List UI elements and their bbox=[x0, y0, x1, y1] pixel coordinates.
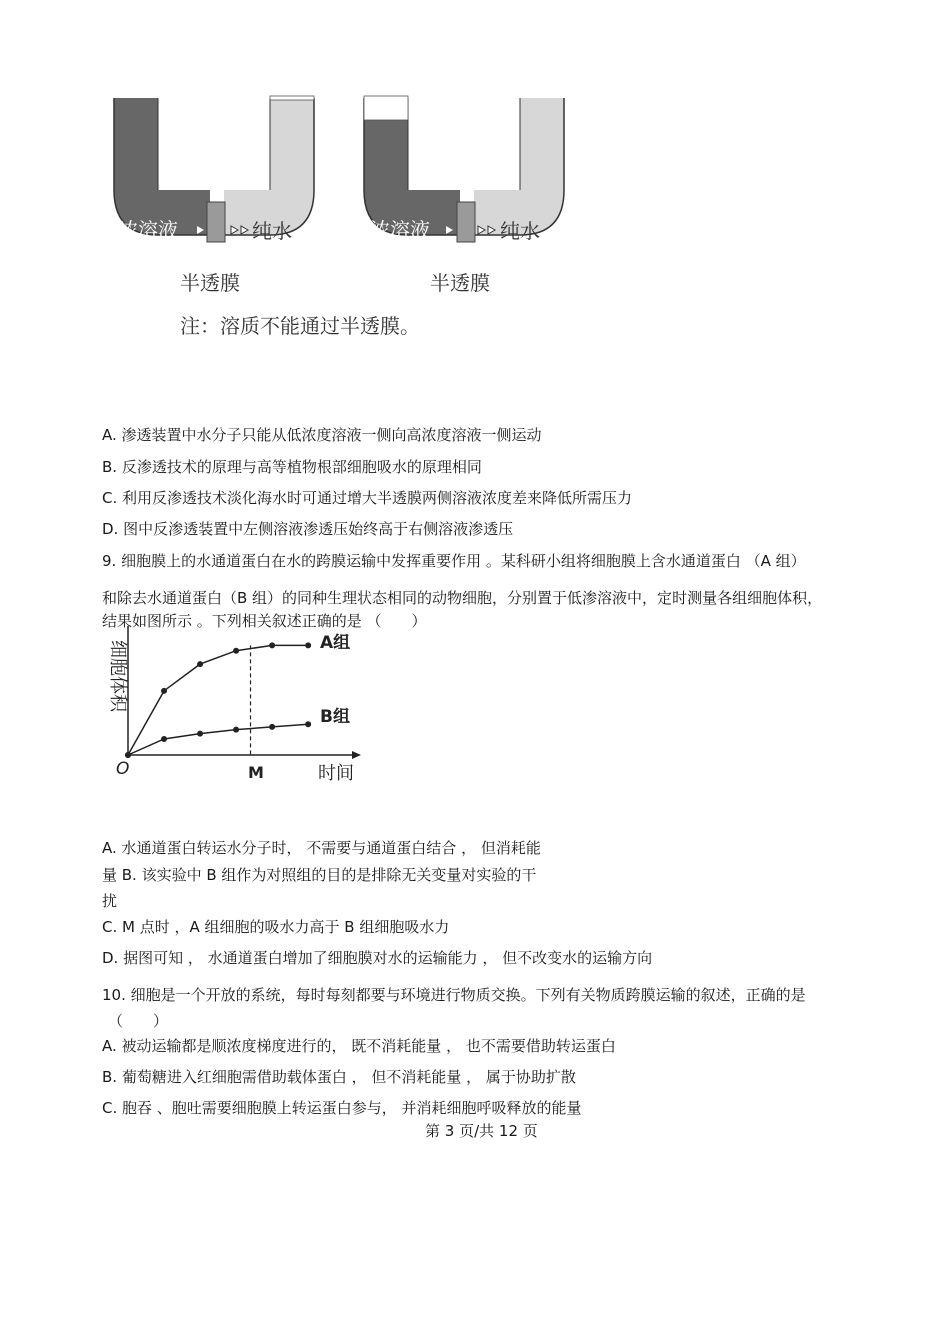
q9-option-a: A. 水通道蛋白转运水分子时， 不需要与通道蛋白结合 ， 但消耗能 bbox=[102, 839, 541, 857]
series-b-line bbox=[128, 724, 308, 755]
x-axis-arrow bbox=[352, 751, 361, 759]
q9-option-d: D. 据图可知 ， 水通道蛋白增加了细胞膜对水的运输能力 ， 但不改变水的运输方向 bbox=[102, 949, 653, 967]
q10-option-b: B. 葡萄糖进入红细胞需借助载体蛋白 ， 但不消耗能量 ， 属于协助扩散 bbox=[102, 1068, 576, 1086]
left-membrane-label: 半透膜 bbox=[180, 271, 240, 295]
figure-note: 注：溶质不能通过半透膜。 bbox=[180, 314, 420, 338]
q8-option-b: B. 反渗透技术的原理与高等植物根部细胞吸水的原理相同 bbox=[102, 458, 482, 476]
q10-option-c: C. 胞吞 、胞吐需要细胞膜上转运蛋白参与， 并消耗细胞呼吸释放的能量 bbox=[102, 1099, 582, 1117]
series-a-point bbox=[233, 648, 239, 654]
chart-xlabel: 时间 bbox=[318, 763, 354, 784]
q8-option-a: A. 渗透装置中水分子只能从低浓度溶液一侧向高浓度溶液一侧运动 bbox=[102, 426, 542, 444]
q9-stem-line-3: 结果如图所示 。下列相关叙述正确的是 （ ） bbox=[102, 612, 427, 630]
q9-option-b: 量 B. 该实验中 B 组作为对照组的目的是排除无关变量对实验的干 bbox=[102, 866, 537, 884]
series-b-point bbox=[161, 736, 167, 742]
chart-series bbox=[125, 642, 311, 758]
series-b-label: B组 bbox=[320, 707, 350, 727]
series-a-line bbox=[128, 645, 308, 755]
page-number: 第 3 页/共 12 页 bbox=[425, 1122, 538, 1140]
right-water-label: 纯水 bbox=[500, 219, 540, 243]
series-a-label: A组 bbox=[320, 633, 351, 653]
q8-option-c: C. 利用反渗透技术淡化海水时可通过增大半透膜两侧溶液浓度差来降低所需压力 bbox=[102, 489, 633, 507]
q10-stem-line-1: 10. 细胞是一个开放的系统，每时每刻都要与环境进行物质交换。下列有关物质跨膜运输的叙述，正确的是 bbox=[102, 986, 806, 1004]
series-b-point bbox=[305, 721, 311, 727]
right-membrane-label: 半透膜 bbox=[430, 271, 490, 295]
q9-stem-line-1: 9. 细胞膜上的水通道蛋白在水的跨膜运输中发挥重要作用 。某科研小组将细胞膜上含水通道蛋白 （A 组） bbox=[102, 552, 806, 570]
series-b-point bbox=[233, 727, 239, 733]
chart-origin-label: O bbox=[116, 759, 130, 779]
series-a-point bbox=[161, 688, 167, 694]
series-a-point bbox=[269, 642, 275, 648]
left-water-label: 纯水 bbox=[252, 219, 292, 243]
q10-stem-line-2: （ ） bbox=[108, 1012, 169, 1030]
chart-ylabel: 细胞体积 bbox=[107, 640, 128, 712]
series-b-point bbox=[197, 731, 203, 737]
series-a-point bbox=[305, 642, 311, 648]
left-solution-label: 浓溶液 bbox=[118, 218, 178, 242]
q8-option-d: D. 图中反渗透装置中左侧溶液渗透压始终高于右侧溶液渗透压 bbox=[102, 520, 514, 538]
q9-option-c: C. M 点时 ，A 组细胞的吸水力高于 B 组细胞吸水力 bbox=[102, 918, 450, 936]
series-b-point bbox=[269, 724, 275, 730]
q9-option-b-cont: 扰 bbox=[102, 892, 118, 910]
q10-option-a: A. 被动运输都是顺浓度梯度进行的， 既不消耗能量 ， 也不需要借助转运蛋白 bbox=[102, 1037, 616, 1055]
series-b-point bbox=[125, 752, 131, 758]
chart-marker-label: M bbox=[248, 763, 264, 782]
q9-stem-line-2: 和除去水通道蛋白（B 组）的同种生理状态相同的动物细胞，分别置于低渗溶液中，定时测量各组细胞体积， bbox=[102, 589, 823, 607]
series-a-point bbox=[197, 661, 203, 667]
right-solution-label: 浓溶液 bbox=[370, 218, 430, 242]
